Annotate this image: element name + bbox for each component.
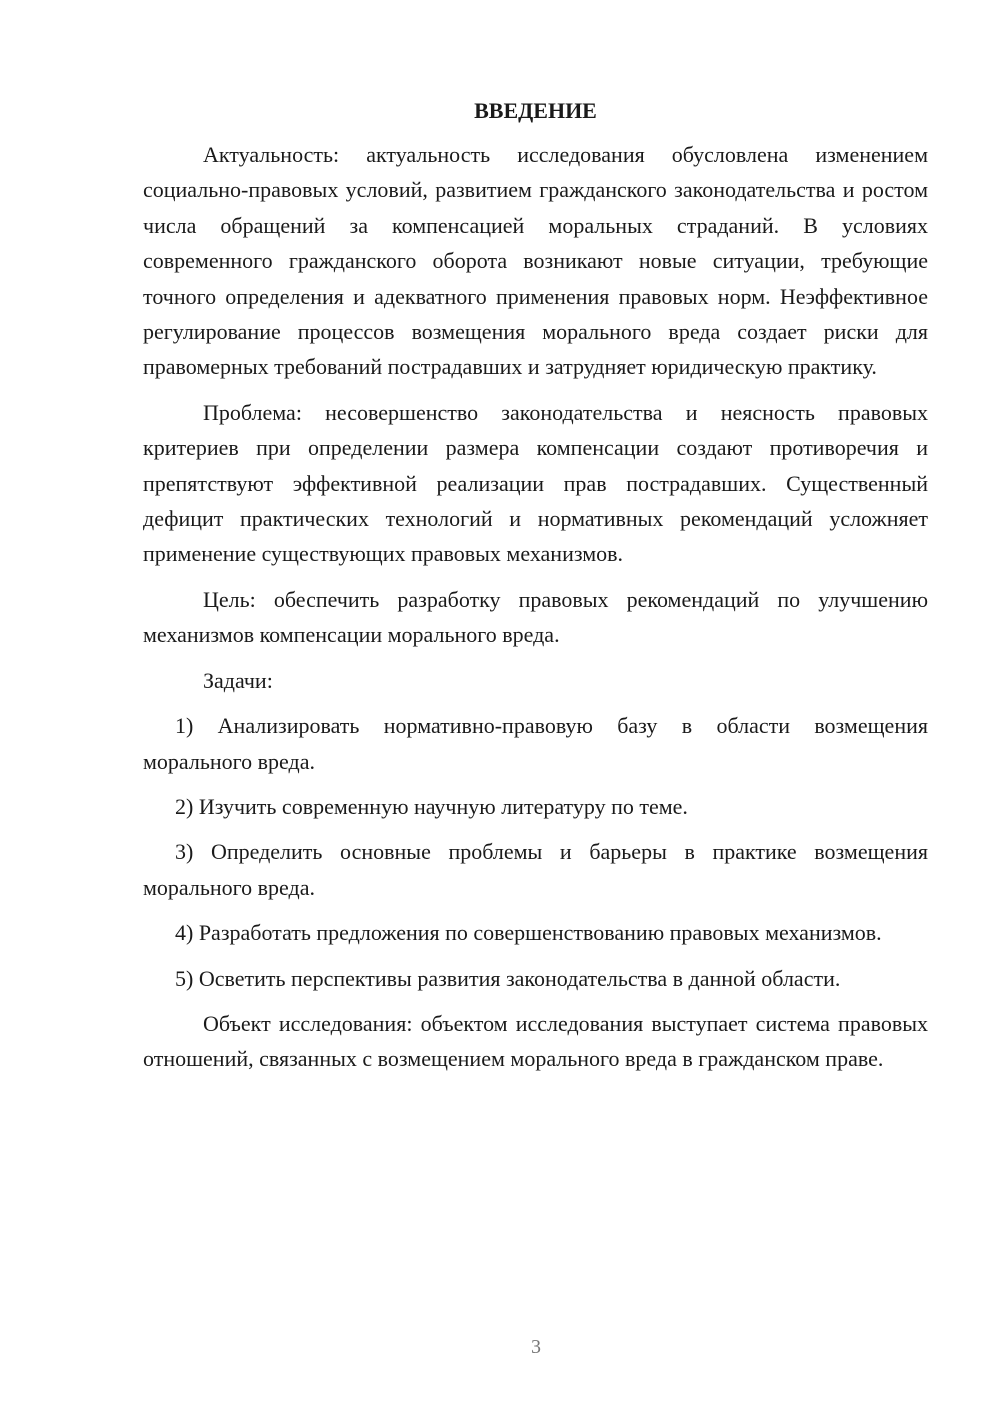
goal-paragraph: Цель: обеспечить разработку правовых рекомендаций по улучшению механизмов компенсации морального вреда. — [143, 586, 928, 648]
task-item: 3) Определить основные проблемы и барьеры в практике возмещения морального вреда. — [143, 839, 928, 900]
tasks-list — [143, 708, 928, 996]
page-number: 3 — [531, 1336, 541, 1358]
object-paragraph: Объект исследования: объектом исследования выступает система правовых отношений, связанных с возмещением морального вреда в гражданском праве. — [143, 1010, 928, 1072]
problem-paragraph: Проблема: несовершенство законодательства и неясность правовых критериев при определении размера компенсации создают противоречия и препятствуют эффективной реализации прав пострадавших. Существенный дефицит практических технологий и нормативных рекомендаций усложняет применение существующих правовых механизмов. — [143, 399, 928, 567]
document-body — [143, 95, 928, 1087]
task-item: 1) Анализировать нормативно-правовую базу в области возмещения морального вреда. — [143, 713, 928, 774]
tasks-heading: Задачи: — [203, 667, 273, 693]
task-item: 4) Разработать предложения по совершенствованию правовых механизмов. — [175, 920, 882, 946]
task-item: 2) Изучить современную научную литературу по теме. — [175, 793, 688, 819]
relevance-paragraph: Актуальность: актуальность исследования обусловлена изменением социально-правовых условий, развитием гражданского законодательства и ростом числа обращений за компенсацией моральных страданий. В условиях современного гражданского оборота возникают новые ситуации, требующие точного определения и адекватного применения правовых норм. Неэффективное регулирование процессов возмещения морального вреда создает риски для правомерных требований пострадавших и затрудняет юридическую практику. — [143, 142, 928, 380]
task-item: 5) Осветить перспективы развития законодательства в данной области. — [175, 965, 841, 991]
section-title: ВВЕДЕНИЕ — [474, 98, 597, 123]
